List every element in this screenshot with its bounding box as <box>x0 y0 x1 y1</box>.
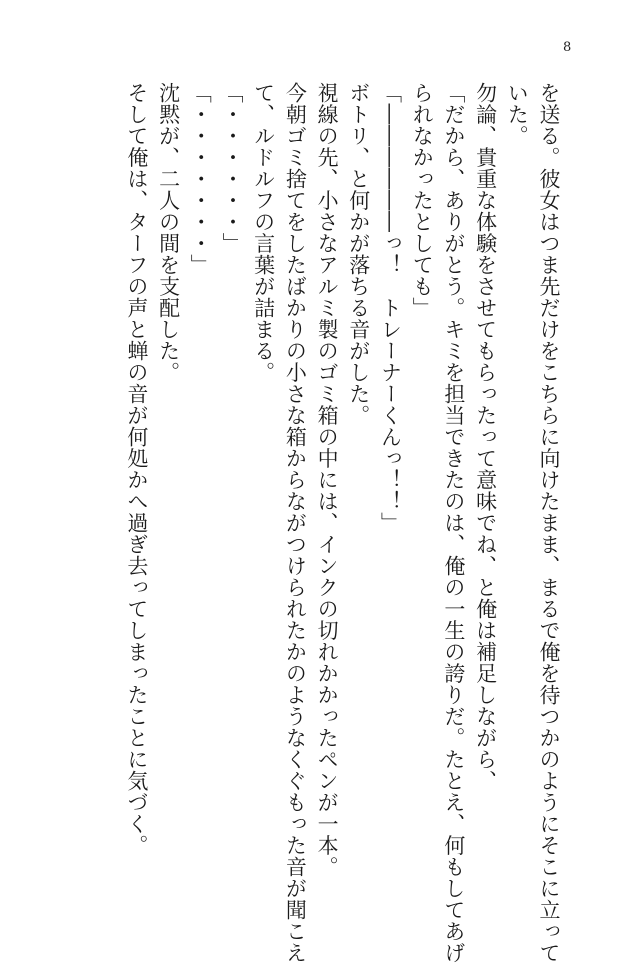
text-line: て、ルドルフの言葉が詰まる。 <box>251 82 276 383</box>
text-line: 沈黙が、二人の間を支配した。 <box>156 82 181 383</box>
text-line: いた。 <box>505 82 530 147</box>
text-line: 勿論、貴重な体験をさせてもらったって意味でね、と俺は補足しながら、 <box>473 82 498 792</box>
text-line: 「だから、ありがとう。キミを担当できたのは、俺の一生の誇りだ。たとえ、何もしてあげ <box>441 82 466 964</box>
text-line: を送る。彼女はつま先だけをこちらに向けたまま、まるで俺を待つかのようにそこに立って <box>537 82 561 964</box>
text-line: そして俺は、ターフの声と蝉の音が何処かへ過ぎ去ってしまったことに気づく。 <box>124 82 149 856</box>
text-line: 「――――――っ！ トレーナーくんっ！！」 <box>378 82 403 534</box>
text-line: ボトリ、と何かが落ちる音がした。 <box>346 82 371 426</box>
vertical-text-body <box>120 82 564 964</box>
text-line: 視線の先、小さなアルミ製のゴミ箱の中には、インクの切れかかったペンが一本。 <box>315 82 340 878</box>
page-number: 8 <box>563 40 572 55</box>
text-line: られなかったとしても」 <box>410 82 435 319</box>
text-line: 今朝ゴミ捨てをしたばかりの小さな箱からながつけられたかのようなくぐもった音が聞こえ <box>283 82 308 964</box>
text-line: 「・・・・・・・」 <box>188 82 213 276</box>
text-line: 「・・・・・・」 <box>219 82 244 254</box>
